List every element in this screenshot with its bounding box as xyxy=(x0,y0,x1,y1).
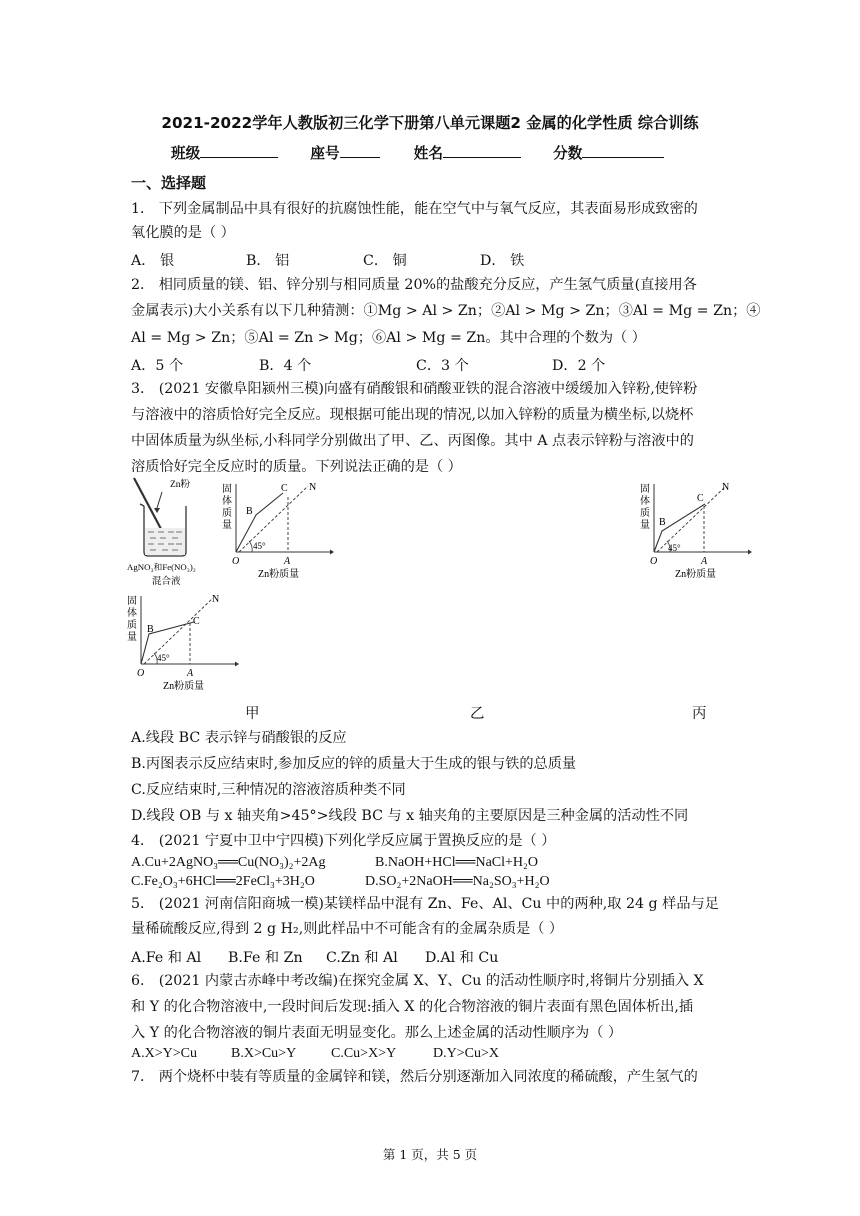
q3-line2: 与溶液中的溶质恰好完全反应。现根据可能出现的情况,以加入锌粉的质量为横坐标,以烧杯 xyxy=(131,407,694,423)
student-info-row xyxy=(171,142,664,163)
graph-bing xyxy=(127,590,239,694)
q3-option-d: D.线段 OB 与 x 轴夹角>45°>线段 BC 与 x 轴夹角的主要原因是三种金属的活动性不同 xyxy=(131,808,689,824)
graph-jia-angle: 45° xyxy=(253,541,266,551)
section-heading: 一、选择题 xyxy=(131,174,207,192)
q1-line2: 氧化膜的是（ ） xyxy=(131,225,235,241)
q6-option-a: A.X>Y>Cu xyxy=(131,1046,197,1061)
graph-bing-point-a: A xyxy=(187,668,194,679)
q6-option-b: B.X>Cu>Y xyxy=(231,1046,297,1061)
q5-option-a: A.Fe 和 Al xyxy=(131,950,202,966)
graph-jia-ylabel-2: 体 xyxy=(222,496,232,507)
q1-option-a: A． 银 xyxy=(131,253,175,269)
q2-option-c: C．3 个 xyxy=(416,358,469,374)
graph-yi-point-n: N xyxy=(722,482,730,493)
q4-option-a: A.Cu+2AgNO₃══Cu(NO₃)₂+2Ag xyxy=(131,855,326,870)
q6-line1: 6． (2021 内蒙古赤峰中考改编)在探究金属 X、Y、Cu 的活动性顺序时,将铜片分别插入 X xyxy=(131,973,704,989)
graph-bing-point-b: B xyxy=(147,624,154,635)
graph-yi-angle: 45° xyxy=(668,543,681,553)
q3-option-a: A.线段 BC 表示锌与硝酸银的反应 xyxy=(131,730,347,746)
graph-yi-ylabel-2: 体 xyxy=(640,496,650,507)
q1-option-c: C． 铜 xyxy=(363,253,407,269)
q1-line1: 1． 下列金属制品中具有很好的抗腐蚀性能，能在空气中与氧气反应，其表面易形成致密的 xyxy=(131,201,698,217)
beaker-label-zn: Zn粉 xyxy=(170,480,191,490)
graph-yi-point-a: A xyxy=(701,556,708,567)
graph-bing-point-c: C xyxy=(193,616,200,627)
q6-option-c: C.Cu>X>Y xyxy=(331,1046,397,1061)
q5-line1: 5． (2021 河南信阳商城一模)某镁样品中混有 Zn、Fe、Al、Cu 中的两种,取 24 g 样品与足 xyxy=(131,896,719,912)
graph-bing-point-n: N xyxy=(212,594,220,605)
q3-line4: 溶质恰好完全反应时的质量。下列说法正确的是（ ） xyxy=(131,459,462,475)
class-blank xyxy=(200,143,278,158)
graph-label-bing: 丙 xyxy=(692,706,707,722)
graph-bing-ylabel-3: 质 xyxy=(127,620,137,631)
seat-label: 座号 xyxy=(310,145,340,162)
graph-yi-point-c: C xyxy=(697,493,704,504)
graph-jia xyxy=(222,478,334,582)
name-blank xyxy=(443,143,521,158)
graph-bing-ylabel-2: 体 xyxy=(127,608,137,619)
q2-option-d: D．2 个 xyxy=(552,358,606,374)
beaker-label-mix1: AgNO₃和Fe(NO₃)₂ xyxy=(127,562,196,572)
graph-jia-ylabel-4: 量 xyxy=(222,520,232,531)
graph-yi-ylabel-3: 质 xyxy=(640,508,650,519)
graph-bing-origin: O xyxy=(137,668,145,679)
score-label: 分数 xyxy=(553,145,583,162)
q6-line2: 和 Y 的化合物溶液中,一段时间后发现:插入 X 的化合物溶液的铜片表面有黑色固体析出,插 xyxy=(131,999,694,1015)
graph-bing-angle: 45° xyxy=(157,653,170,663)
graph-yi-ylabel-1: 固 xyxy=(640,484,650,495)
q2-line2: 金属表示)大小关系有以下几种猜测：①Mg > Al > Zn；②Al > Mg > Zn；③Al = Mg = Zn；④ xyxy=(131,303,761,319)
q1-option-b: B． 铝 xyxy=(246,253,290,269)
class-label: 班级 xyxy=(171,145,201,162)
q7-line1: 7． 两个烧杯中装有等质量的金属锌和镁，然后分别逐渐加入同浓度的稀硫酸，产生氢气的 xyxy=(131,1069,698,1085)
graph-bing-ylabel-4: 量 xyxy=(127,632,137,643)
beaker-figure xyxy=(124,476,214,588)
q2-option-a: A．5 个 xyxy=(131,358,184,374)
graph-bing-xlabel: Zn粉质量 xyxy=(163,681,205,692)
page-title: 2021-2022学年人教版初三化学下册第八单元课题2 金属的化学性质 综合训练 xyxy=(161,114,699,132)
q5-line2: 量稀硫酸反应,得到 2 g H₂,则此样品中不可能含有的金属杂质是（ ） xyxy=(131,921,564,937)
q2-line3: Al = Mg > Zn；⑤Al = Zn > Mg；⑥Al > Mg = Zn。其中合理的个数为（ ） xyxy=(131,330,646,346)
graph-jia-xlabel: Zn粉质量 xyxy=(258,569,300,580)
q4-option-d: D.SO₂+2NaOH══Na₂SO₃+H₂O xyxy=(365,874,550,889)
q3-option-c: C.反应结束时,三种情况的溶液溶质种类不同 xyxy=(131,782,406,798)
graph-jia-origin: O xyxy=(232,556,240,567)
q3-line3: 中固体质量为纵坐标,小科同学分别做出了甲、乙、丙图像。其中 A 点表示锌粉与溶液中的 xyxy=(131,433,694,449)
q6-option-d: D.Y>Cu>X xyxy=(433,1046,499,1061)
q2-option-b: B．4 个 xyxy=(259,358,312,374)
q4-option-c: C.Fe₂O₃+6HCl══2FeCl₃+3H₂O xyxy=(131,874,315,889)
q4-option-b: B.NaOH+HCl══NaCl+H₂O xyxy=(375,855,539,870)
graph-label-jia: 甲 xyxy=(245,706,260,722)
q5-option-b: B.Fe 和 Zn xyxy=(228,950,303,966)
graph-yi-origin: O xyxy=(650,556,658,567)
seat-blank xyxy=(340,143,380,158)
q1-option-d: D． 铁 xyxy=(480,253,525,269)
graph-jia-ylabel-3: 质 xyxy=(222,508,232,519)
beaker-label-mix2: 混合液 xyxy=(152,577,181,587)
page-footer: 第 1 页，共 5 页 xyxy=(382,1147,478,1162)
graph-jia-point-n: N xyxy=(309,482,317,493)
q6-line3: 入 Y 的化合物溶液的铜片表面无明显变化。那么上述金属的活动性顺序为（ ） xyxy=(131,1025,623,1041)
q3-line1: 3． (2021 安徽阜阳颍州三模)向盛有硝酸银和硝酸亚铁的混合溶液中缓缓加入锌粉,使锌粉 xyxy=(131,381,698,397)
graph-label-yi: 乙 xyxy=(470,706,485,722)
graph-jia-ylabel-1: 固 xyxy=(222,484,232,495)
graph-yi-xlabel: Zn粉质量 xyxy=(675,569,717,580)
q5-option-c: C.Zn 和 Al xyxy=(326,950,398,966)
graph-yi-ylabel-4: 量 xyxy=(640,520,650,531)
score-blank xyxy=(582,143,664,158)
q4-line1: 4． (2021 宁夏中卫中宁四模)下列化学反应属于置换反应的是（ ） xyxy=(131,833,556,849)
q5-option-d: D.Al 和 Cu xyxy=(425,950,499,966)
graph-bing-ylabel-1: 固 xyxy=(127,596,137,607)
q3-option-b: B.丙图表示反应结束时,参加反应的锌的质量大于生成的银与铁的总质量 xyxy=(131,756,577,772)
graph-jia-point-a: A xyxy=(284,556,291,567)
graph-jia-point-b: B xyxy=(246,506,253,517)
graph-jia-point-c: C xyxy=(281,483,288,494)
graph-yi xyxy=(640,478,752,582)
q2-line1: 2． 相同质量的镁、铝、锌分别与相同质量 20%的盐酸充分反应，产生氢气质量(直接用各 xyxy=(131,277,697,293)
name-label: 姓名 xyxy=(413,145,443,162)
graph-yi-point-b: B xyxy=(659,517,666,528)
